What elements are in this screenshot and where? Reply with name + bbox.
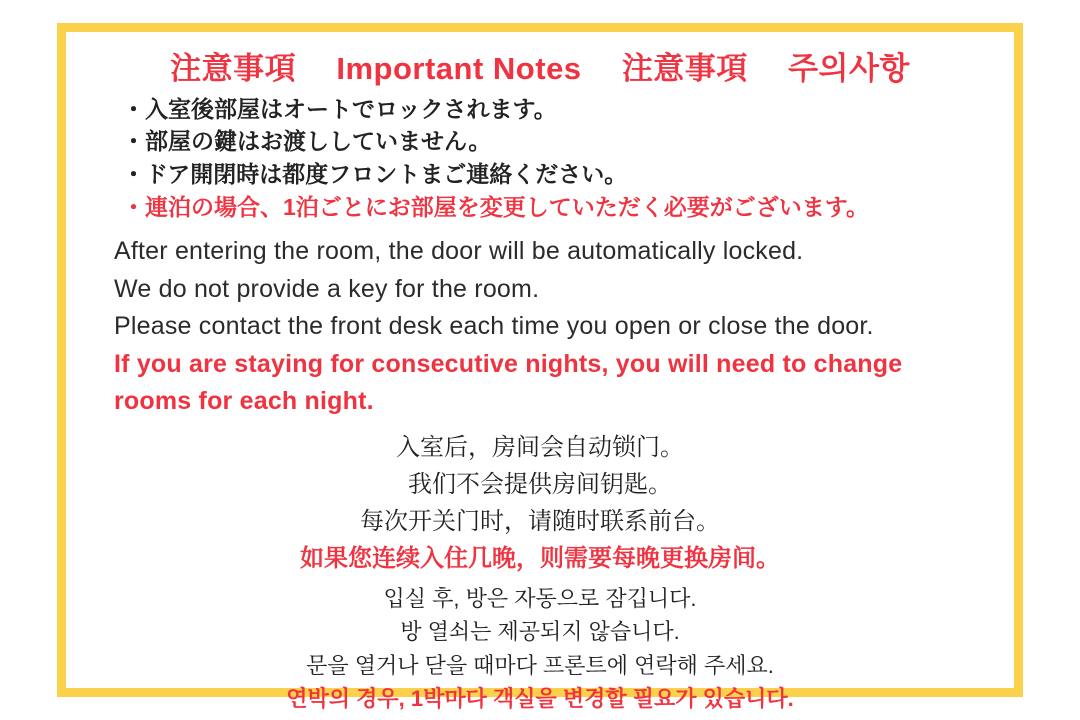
title-english: Important Notes (336, 51, 582, 86)
japanese-note-line: ・ドア開閉時は都度フロントまご連絡ください。 (122, 161, 628, 188)
chinese-note-line: 入室后，房间会自动锁门。 (396, 433, 684, 461)
english-note-line-highlighted: rooms for each night. (114, 387, 374, 416)
korean-note-line: 입실 후, 방은 자동으로 잠깁니다. (383, 585, 697, 611)
title-korean: 주의사항 (788, 51, 910, 86)
japanese-notes-block (88, 93, 992, 224)
english-notes-block (88, 233, 992, 421)
japanese-note-line: ・部屋の鍵はお渡ししていません。 (122, 128, 492, 155)
japanese-note-line-highlighted: ・連泊の場合、1泊ごとにお部屋を変更していただく必要がございます。 (122, 193, 869, 220)
chinese-notes-block (88, 429, 992, 578)
english-note-line: Please contact the front desk each time you open or close the door. (114, 312, 874, 341)
title-chinese: 注意事項 (621, 51, 748, 86)
english-note-line: We do not provide a key for the room. (114, 274, 540, 303)
japanese-note-line: ・入室後部屋はオートでロックされます。 (122, 95, 557, 122)
title-japanese: 注意事項 (170, 51, 297, 86)
chinese-note-line-highlighted: 如果您连续入住几晚，则需要每晚更换房间。 (300, 545, 780, 573)
korean-note-line: 방 열쇠는 제공되지 않습니다. (400, 619, 680, 645)
notice-content (66, 32, 1014, 711)
page-title (88, 50, 992, 89)
english-note-line: After entering the room, the door will be automatically locked. (114, 237, 804, 266)
chinese-note-line: 我们不会提供房间钥匙。 (408, 471, 672, 499)
korean-note-line: 문을 열거나 닫을 때마다 프론트에 연락해 주세요. (306, 652, 774, 678)
english-note-line-highlighted: If you are staying for consecutive nights, you will need to change (114, 349, 903, 378)
korean-note-line-highlighted: 연박의 경우, 1박마다 객실을 변경할 필요가 있습니다. (286, 685, 794, 711)
chinese-note-line: 每次开关门时，请随时联系前台。 (360, 508, 720, 536)
korean-notes-block (88, 582, 992, 716)
